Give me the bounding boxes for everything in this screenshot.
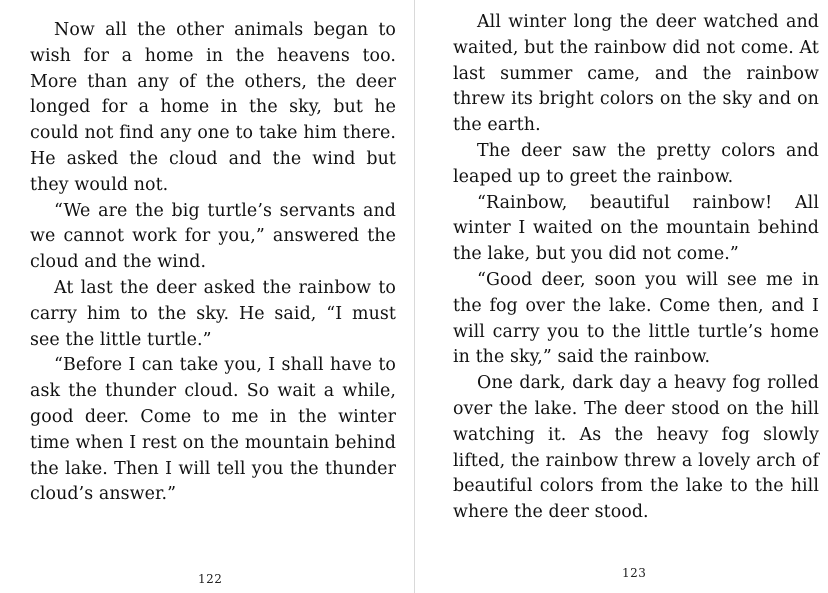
paragraph: The deer saw the pretty colors and leaped up to greet the rainbow.: [453, 140, 819, 187]
page-number-left: 122: [198, 572, 223, 586]
left-page-text: [30, 18, 396, 508]
paragraph: “Good deer, soon you will see me in the fog over the lake. Come then, and I will carry you to the little turtle’s home in the sky,” said the rainbow.: [453, 269, 819, 368]
paragraph: “We are the big turtle’s servants and we cannot work for you,” answered the cloud and the wind.: [30, 200, 396, 273]
right-page: [415, 0, 828, 593]
paragraph: “Before I can take you, I shall have to ask the thunder cloud. So wait a while, good deer. Come to me in the winter time when I rest on the mountain behind the lake. Then I will tell you the thunder cloud’s answer.”: [30, 355, 396, 505]
paragraph: One dark, dark day a heavy fog rolled over the lake. The deer stood on the hill watching it. As the heavy fog slowly lifted, the rainbow threw a lovely arch of beautiful colors from the lake to the hill where the deer stood.: [453, 373, 819, 523]
page-number-right: 123: [622, 566, 647, 580]
paragraph: Now all the other animals began to wish for a home in the heavens too. More than any of the others, the deer longed for a home in the sky, but he could not find any one to take him there. He asked the cloud and the wind but they would not.: [30, 20, 396, 195]
right-page-text: [453, 10, 819, 526]
paragraph: At last the deer asked the rainbow to carry him to the sky. He said, “I must see the little turtle.”: [30, 277, 396, 350]
paragraph: All winter long the deer watched and waited, but the rainbow did not come. At last summer came, and the rainbow threw its bright colors on the sky and on the earth.: [453, 12, 819, 136]
paragraph: “Rainbow, beautiful rainbow! All winter I waited on the mountain behind the lake, but you did not come.”: [453, 192, 819, 265]
